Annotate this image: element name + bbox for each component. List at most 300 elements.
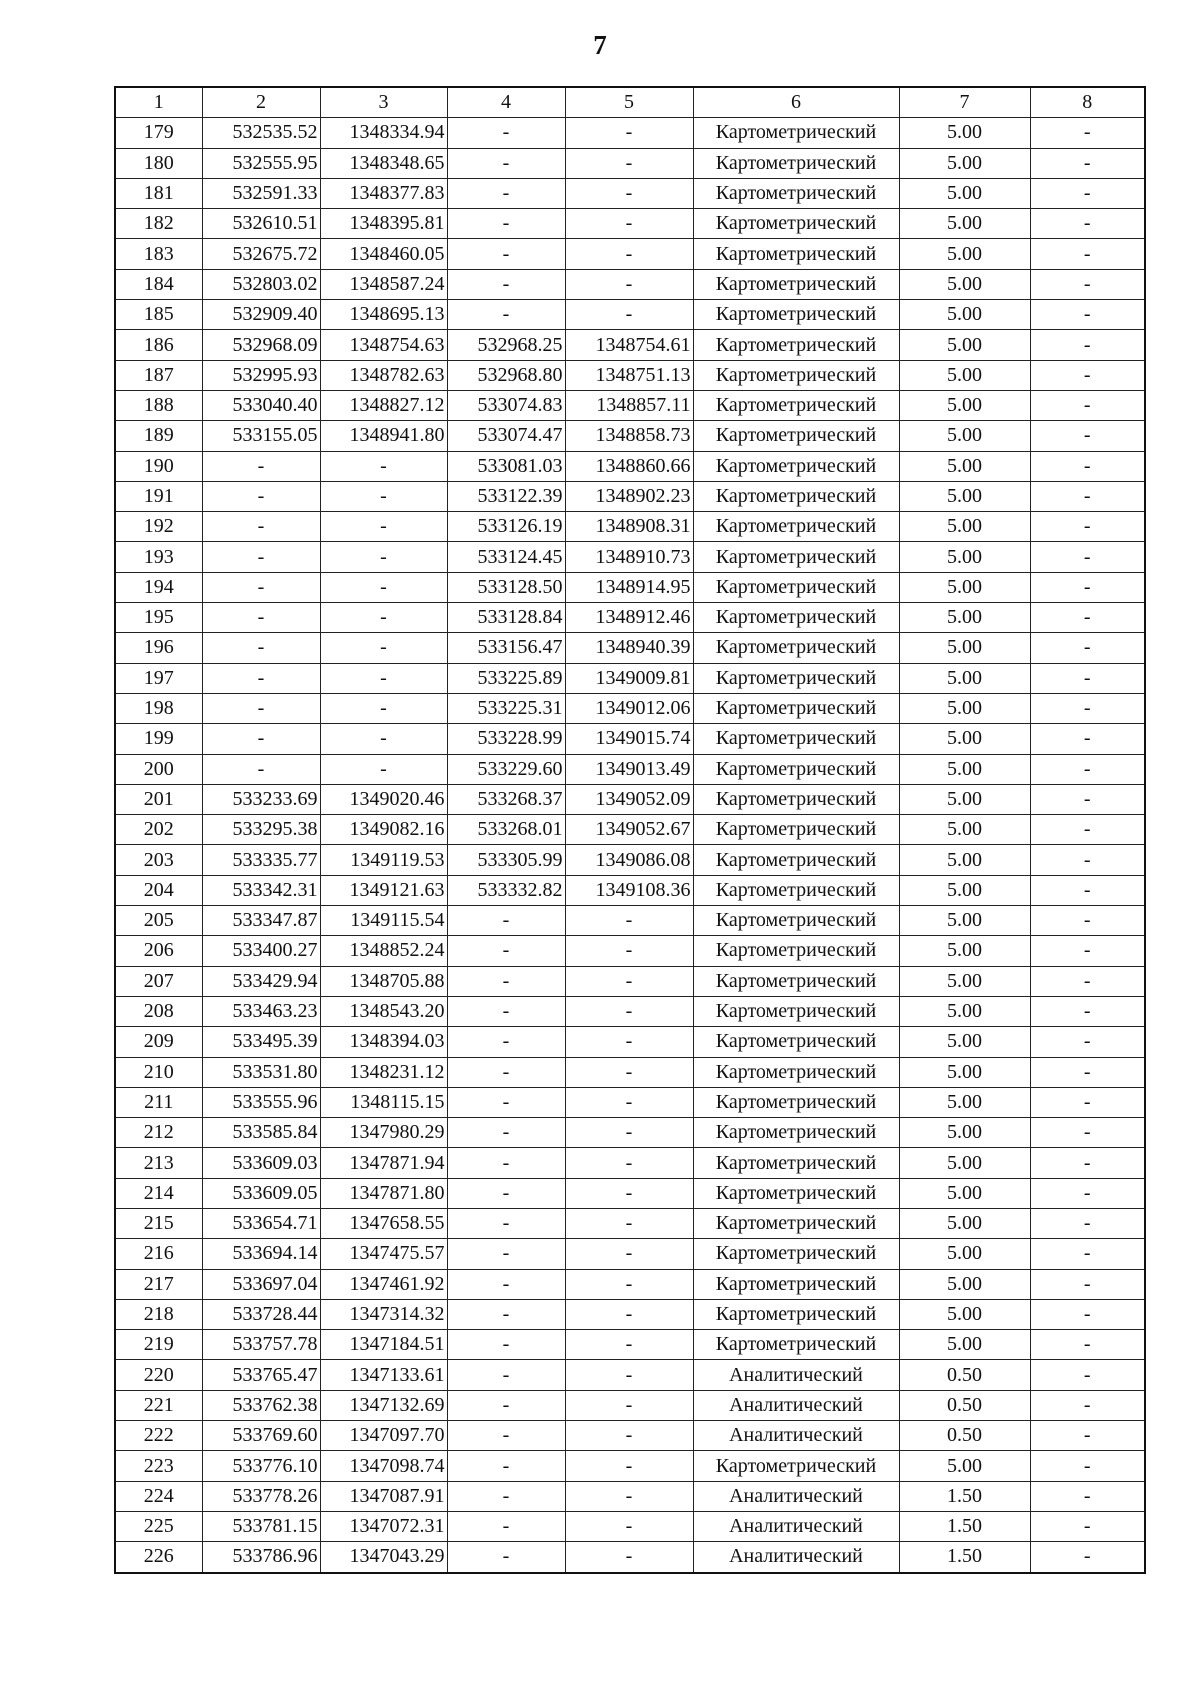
table-cell-col-6: Картометрический (693, 148, 899, 178)
table-cell-col-3: 1347980.29 (320, 1118, 447, 1148)
table-cell-col-2: 533728.44 (202, 1299, 320, 1329)
table-cell-col-2: - (202, 633, 320, 663)
table-cell-col-4: - (447, 1057, 565, 1087)
table-row (115, 784, 1145, 814)
table-cell-col-4: - (447, 1148, 565, 1178)
table-cell-col-5: - (565, 239, 693, 269)
table-cell-col-8: - (1030, 1178, 1145, 1208)
table-cell-col-5: - (565, 1057, 693, 1087)
table-cell-col-6: Картометрический (693, 1057, 899, 1087)
table-cell-col-5: - (565, 1542, 693, 1573)
table-row (115, 421, 1145, 451)
table-row (115, 360, 1145, 390)
table-row (115, 845, 1145, 875)
table-cell-col-2: - (202, 572, 320, 602)
table-cell-col-4: 533225.89 (447, 663, 565, 693)
table-cell-col-7: 5.00 (899, 724, 1030, 754)
table-cell-col-4: - (447, 1208, 565, 1238)
table-cell-col-1: 226 (115, 1542, 202, 1573)
table-cell-col-7: 5.00 (899, 300, 1030, 330)
table-cell-col-7: 5.00 (899, 269, 1030, 299)
table-row (115, 1178, 1145, 1208)
column-header-2: 2 (202, 87, 320, 118)
table-cell-col-3: 1347461.92 (320, 1269, 447, 1299)
table-cell-col-2: 533786.96 (202, 1542, 320, 1573)
table-cell-col-2: 533429.94 (202, 966, 320, 996)
table-cell-col-6: Аналитический (693, 1390, 899, 1420)
table-cell-col-7: 5.00 (899, 330, 1030, 360)
table-cell-col-3: 1348460.05 (320, 239, 447, 269)
table-cell-col-2: 533609.05 (202, 1178, 320, 1208)
table-cell-col-8: - (1030, 209, 1145, 239)
table-cell-col-2: 533778.26 (202, 1481, 320, 1511)
table-cell-col-6: Картометрический (693, 542, 899, 572)
table-cell-col-1: 194 (115, 572, 202, 602)
table-cell-col-6: Картометрический (693, 269, 899, 299)
table-cell-col-6: Аналитический (693, 1421, 899, 1451)
table-cell-col-8: - (1030, 1481, 1145, 1511)
table-cell-col-4: 533156.47 (447, 633, 565, 663)
table-cell-col-5: - (565, 996, 693, 1026)
table-cell-col-5: 1349015.74 (565, 724, 693, 754)
table-cell-col-3: 1347072.31 (320, 1511, 447, 1541)
table-cell-col-2: - (202, 754, 320, 784)
table-cell-col-7: 5.00 (899, 148, 1030, 178)
table-cell-col-3: 1347097.70 (320, 1421, 447, 1451)
table-cell-col-5: 1349108.36 (565, 875, 693, 905)
table-row (115, 1390, 1145, 1420)
table-cell-col-4: - (447, 1299, 565, 1329)
table-cell-col-1: 192 (115, 512, 202, 542)
table-cell-col-6: Картометрический (693, 1027, 899, 1057)
table-cell-col-2: 533769.60 (202, 1421, 320, 1451)
table-cell-col-7: 5.00 (899, 1178, 1030, 1208)
table-cell-col-4: - (447, 906, 565, 936)
table-cell-col-7: 5.00 (899, 209, 1030, 239)
table-cell-col-1: 199 (115, 724, 202, 754)
table-cell-col-6: Картометрический (693, 330, 899, 360)
table-cell-col-8: - (1030, 512, 1145, 542)
table-cell-col-7: 1.50 (899, 1481, 1030, 1511)
table-row (115, 1087, 1145, 1117)
table-cell-col-3: 1347087.91 (320, 1481, 447, 1511)
table-row (115, 1208, 1145, 1238)
table-cell-col-6: Картометрический (693, 603, 899, 633)
table-cell-col-6: Картометрический (693, 845, 899, 875)
table-cell-col-5: - (565, 1299, 693, 1329)
table-cell-col-8: - (1030, 1299, 1145, 1329)
table-cell-col-4: 533268.37 (447, 784, 565, 814)
table-cell-col-1: 216 (115, 1239, 202, 1269)
table-cell-col-8: - (1030, 1239, 1145, 1269)
table-cell-col-2: 532535.52 (202, 118, 320, 148)
table-cell-col-7: 5.00 (899, 603, 1030, 633)
table-cell-col-6: Картометрический (693, 633, 899, 663)
table-row (115, 1481, 1145, 1511)
table-cell-col-3: 1348827.12 (320, 390, 447, 420)
table-cell-col-8: - (1030, 1421, 1145, 1451)
table-cell-col-7: 5.00 (899, 754, 1030, 784)
table-cell-col-6: Картометрический (693, 1239, 899, 1269)
table-cell-col-7: 5.00 (899, 542, 1030, 572)
table-cell-col-5: - (565, 1269, 693, 1299)
table-cell-col-6: Картометрический (693, 421, 899, 451)
table-cell-col-8: - (1030, 451, 1145, 481)
table-cell-col-4: 533074.47 (447, 421, 565, 451)
table-cell-col-1: 195 (115, 603, 202, 633)
table-row (115, 269, 1145, 299)
table-cell-col-3: 1347132.69 (320, 1390, 447, 1420)
table-cell-col-4: 533305.99 (447, 845, 565, 875)
table-cell-col-1: 200 (115, 754, 202, 784)
table-cell-col-4: 533074.83 (447, 390, 565, 420)
table-cell-col-7: 5.00 (899, 815, 1030, 845)
table-cell-col-1: 209 (115, 1027, 202, 1057)
table-cell-col-8: - (1030, 966, 1145, 996)
table-cell-col-8: - (1030, 481, 1145, 511)
table-cell-col-4: - (447, 1330, 565, 1360)
table-cell-col-1: 213 (115, 1148, 202, 1178)
column-header-5: 5 (565, 87, 693, 118)
table-cell-col-8: - (1030, 118, 1145, 148)
table-header-row (115, 87, 1145, 118)
table-cell-col-4: 532968.25 (447, 330, 565, 360)
table-cell-col-2: 533694.14 (202, 1239, 320, 1269)
table-cell-col-3: 1349119.53 (320, 845, 447, 875)
table-cell-col-5: - (565, 1239, 693, 1269)
table-cell-col-3: - (320, 481, 447, 511)
table-cell-col-5: 1348860.66 (565, 451, 693, 481)
table-cell-col-5: 1349052.67 (565, 815, 693, 845)
table-cell-col-3: 1348705.88 (320, 966, 447, 996)
table-cell-col-1: 183 (115, 239, 202, 269)
table-cell-col-4: 533225.31 (447, 693, 565, 723)
table-cell-col-6: Картометрический (693, 1178, 899, 1208)
column-header-7: 7 (899, 87, 1030, 118)
table-row (115, 966, 1145, 996)
table-cell-col-7: 1.50 (899, 1542, 1030, 1573)
table-cell-col-5: - (565, 148, 693, 178)
table-cell-col-1: 225 (115, 1511, 202, 1541)
table-cell-col-8: - (1030, 1390, 1145, 1420)
table-cell-col-7: 5.00 (899, 481, 1030, 511)
table-cell-col-1: 208 (115, 996, 202, 1026)
table-row (115, 512, 1145, 542)
table-cell-col-3: 1348231.12 (320, 1057, 447, 1087)
table-cell-col-7: 0.50 (899, 1421, 1030, 1451)
table-cell-col-3: 1347184.51 (320, 1330, 447, 1360)
table-cell-col-1: 182 (115, 209, 202, 239)
table-cell-col-6: Картометрический (693, 209, 899, 239)
table-cell-col-6: Картометрический (693, 724, 899, 754)
table-cell-col-1: 191 (115, 481, 202, 511)
table-cell-col-8: - (1030, 936, 1145, 966)
table-row (115, 239, 1145, 269)
table-cell-col-3: - (320, 693, 447, 723)
table-row (115, 1118, 1145, 1148)
table-cell-col-6: Картометрический (693, 1148, 899, 1178)
table-row (115, 148, 1145, 178)
table-row (115, 1299, 1145, 1329)
table-cell-col-3: 1348395.81 (320, 209, 447, 239)
table-cell-col-4: - (447, 936, 565, 966)
table-cell-col-3: 1347871.94 (320, 1148, 447, 1178)
table-cell-col-1: 206 (115, 936, 202, 966)
table-row (115, 330, 1145, 360)
column-header-6: 6 (693, 87, 899, 118)
table-cell-col-2: - (202, 693, 320, 723)
table-row (115, 936, 1145, 966)
table-cell-col-4: - (447, 1087, 565, 1117)
table-cell-col-2: 532555.95 (202, 148, 320, 178)
table-cell-col-1: 214 (115, 1178, 202, 1208)
table-cell-col-1: 196 (115, 633, 202, 663)
table-cell-col-3: 1348348.65 (320, 148, 447, 178)
table-cell-col-5: 1349012.06 (565, 693, 693, 723)
table-cell-col-5: 1348858.73 (565, 421, 693, 451)
table-row (115, 300, 1145, 330)
table-cell-col-3: 1348754.63 (320, 330, 447, 360)
table-cell-col-1: 186 (115, 330, 202, 360)
table-cell-col-5: - (565, 209, 693, 239)
table-cell-col-7: 5.00 (899, 178, 1030, 208)
table-cell-col-1: 223 (115, 1451, 202, 1481)
table-cell-col-3: - (320, 572, 447, 602)
table-cell-col-4: - (447, 1451, 565, 1481)
table-cell-col-4: 532968.80 (447, 360, 565, 390)
table-cell-col-5: 1348857.11 (565, 390, 693, 420)
table-cell-col-4: - (447, 239, 565, 269)
table-cell-col-5: 1348914.95 (565, 572, 693, 602)
table-cell-col-1: 219 (115, 1330, 202, 1360)
table-cell-col-1: 210 (115, 1057, 202, 1087)
table-cell-col-4: - (447, 269, 565, 299)
table-row (115, 1330, 1145, 1360)
table-row (115, 996, 1145, 1026)
table-row (115, 724, 1145, 754)
table-cell-col-7: 5.00 (899, 572, 1030, 602)
table-cell-col-3: 1348941.80 (320, 421, 447, 451)
table-cell-col-4: - (447, 1239, 565, 1269)
table-cell-col-6: Картометрический (693, 512, 899, 542)
table-cell-col-3: 1347658.55 (320, 1208, 447, 1238)
table-cell-col-8: - (1030, 875, 1145, 905)
table-cell-col-5: 1349013.49 (565, 754, 693, 784)
table-cell-col-4: 533122.39 (447, 481, 565, 511)
table-row (115, 875, 1145, 905)
table-cell-col-3: 1349115.54 (320, 906, 447, 936)
table-cell-col-3: - (320, 633, 447, 663)
table-cell-col-7: 5.00 (899, 966, 1030, 996)
table-cell-col-7: 5.00 (899, 360, 1030, 390)
table-cell-col-4: - (447, 996, 565, 1026)
table-cell-col-1: 179 (115, 118, 202, 148)
table-cell-col-7: 5.00 (899, 663, 1030, 693)
table-row (115, 178, 1145, 208)
table-row (115, 481, 1145, 511)
table-cell-col-6: Картометрический (693, 1087, 899, 1117)
table-cell-col-2: 533233.69 (202, 784, 320, 814)
table-cell-col-8: - (1030, 239, 1145, 269)
table-cell-col-4: - (447, 1542, 565, 1573)
table-cell-col-8: - (1030, 1360, 1145, 1390)
table-cell-col-3: 1348394.03 (320, 1027, 447, 1057)
table-cell-col-2: 532909.40 (202, 300, 320, 330)
table-body (115, 118, 1145, 1573)
table-cell-col-4: - (447, 1178, 565, 1208)
table-cell-col-3: 1347314.32 (320, 1299, 447, 1329)
table-cell-col-3: 1348377.83 (320, 178, 447, 208)
table-cell-col-8: - (1030, 360, 1145, 390)
table-cell-col-5: 1349009.81 (565, 663, 693, 693)
table-cell-col-4: - (447, 178, 565, 208)
table-cell-col-1: 180 (115, 148, 202, 178)
table-cell-col-6: Картометрический (693, 1208, 899, 1238)
table-cell-col-4: - (447, 209, 565, 239)
table-cell-col-6: Аналитический (693, 1511, 899, 1541)
coordinates-table (114, 86, 1146, 1574)
table-cell-col-2: - (202, 663, 320, 693)
table-cell-col-6: Картометрический (693, 239, 899, 269)
table-cell-col-7: 0.50 (899, 1360, 1030, 1390)
table-cell-col-7: 5.00 (899, 512, 1030, 542)
table-cell-col-5: - (565, 1421, 693, 1451)
table-cell-col-2: - (202, 481, 320, 511)
table-cell-col-8: - (1030, 633, 1145, 663)
table-row (115, 1421, 1145, 1451)
table-cell-col-7: 5.00 (899, 421, 1030, 451)
table-cell-col-3: 1347133.61 (320, 1360, 447, 1390)
table-cell-col-5: - (565, 118, 693, 148)
table-cell-col-1: 211 (115, 1087, 202, 1117)
table-row (115, 1269, 1145, 1299)
table-row (115, 1451, 1145, 1481)
table-row (115, 572, 1145, 602)
table-cell-col-2: 533762.38 (202, 1390, 320, 1420)
table-cell-col-4: - (447, 966, 565, 996)
table-cell-col-5: - (565, 269, 693, 299)
table-cell-col-3: - (320, 512, 447, 542)
table-cell-col-6: Картометрический (693, 754, 899, 784)
table-cell-col-3: 1348587.24 (320, 269, 447, 299)
table-cell-col-3: - (320, 542, 447, 572)
table-cell-col-3: 1348543.20 (320, 996, 447, 1026)
table-cell-col-6: Аналитический (693, 1481, 899, 1511)
table-cell-col-6: Картометрический (693, 390, 899, 420)
table-cell-col-8: - (1030, 1269, 1145, 1299)
table-cell-col-2: 532610.51 (202, 209, 320, 239)
table-cell-col-4: - (447, 118, 565, 148)
table-cell-col-2: 533585.84 (202, 1118, 320, 1148)
table-row (115, 1148, 1145, 1178)
table-cell-col-6: Картометрический (693, 1451, 899, 1481)
table-cell-col-1: 222 (115, 1421, 202, 1451)
table-cell-col-4: - (447, 300, 565, 330)
table-cell-col-6: Картометрический (693, 815, 899, 845)
table-cell-col-7: 5.00 (899, 845, 1030, 875)
table-cell-col-1: 193 (115, 542, 202, 572)
table-cell-col-8: - (1030, 1511, 1145, 1541)
table-cell-col-3: 1348782.63 (320, 360, 447, 390)
table-row (115, 390, 1145, 420)
table-cell-col-8: - (1030, 754, 1145, 784)
table-cell-col-6: Картометрический (693, 451, 899, 481)
table-cell-col-6: Картометрический (693, 936, 899, 966)
table-cell-col-2: - (202, 724, 320, 754)
table-cell-col-8: - (1030, 693, 1145, 723)
table-row (115, 1057, 1145, 1087)
page-number: 7 (593, 30, 607, 60)
table-cell-col-8: - (1030, 421, 1145, 451)
table-cell-col-4: - (447, 1511, 565, 1541)
table-cell-col-7: 5.00 (899, 875, 1030, 905)
table-cell-col-8: - (1030, 1118, 1145, 1148)
table-cell-col-5: - (565, 1027, 693, 1057)
table-cell-col-8: - (1030, 542, 1145, 572)
table-cell-col-1: 181 (115, 178, 202, 208)
table-cell-col-2: 532995.93 (202, 360, 320, 390)
table-cell-col-2: 533342.31 (202, 875, 320, 905)
column-header-8: 8 (1030, 87, 1145, 118)
table-cell-col-7: 5.00 (899, 390, 1030, 420)
table-cell-col-2: 532675.72 (202, 239, 320, 269)
table-cell-col-2: 533347.87 (202, 906, 320, 936)
table-row (115, 906, 1145, 936)
table-cell-col-6: Картометрический (693, 663, 899, 693)
table-cell-col-1: 224 (115, 1481, 202, 1511)
table-cell-col-1: 201 (115, 784, 202, 814)
table-cell-col-8: - (1030, 784, 1145, 814)
table-row (115, 118, 1145, 148)
table-cell-col-1: 205 (115, 906, 202, 936)
table-cell-col-2: 533155.05 (202, 421, 320, 451)
table-cell-col-5: - (565, 1087, 693, 1117)
table-cell-col-8: - (1030, 148, 1145, 178)
table-cell-col-2: 532591.33 (202, 178, 320, 208)
table-cell-col-6: Картометрический (693, 118, 899, 148)
table-cell-col-3: - (320, 451, 447, 481)
table-cell-col-3: 1349020.46 (320, 784, 447, 814)
column-header-1: 1 (115, 87, 202, 118)
table-cell-col-6: Аналитический (693, 1360, 899, 1390)
table-cell-col-8: - (1030, 1087, 1145, 1117)
table-cell-col-5: - (565, 1330, 693, 1360)
table-cell-col-7: 5.00 (899, 996, 1030, 1026)
table-cell-col-2: 533757.78 (202, 1330, 320, 1360)
table-cell-col-7: 5.00 (899, 1299, 1030, 1329)
table-cell-col-6: Картометрический (693, 1330, 899, 1360)
table-cell-col-5: - (565, 1178, 693, 1208)
table-row (115, 1511, 1145, 1541)
table-cell-col-1: 220 (115, 1360, 202, 1390)
table-cell-col-7: 5.00 (899, 1208, 1030, 1238)
table-cell-col-5: 1348910.73 (565, 542, 693, 572)
table-cell-col-5: 1348902.23 (565, 481, 693, 511)
table-cell-col-7: 5.00 (899, 1451, 1030, 1481)
table-cell-col-5: 1348940.39 (565, 633, 693, 663)
table-cell-col-5: - (565, 936, 693, 966)
table-cell-col-2: 533295.38 (202, 815, 320, 845)
table-cell-col-2: 533697.04 (202, 1269, 320, 1299)
table-cell-col-5: - (565, 906, 693, 936)
table-cell-col-5: 1349052.09 (565, 784, 693, 814)
table-cell-col-2: 533654.71 (202, 1208, 320, 1238)
table-row (115, 1239, 1145, 1269)
table-cell-col-1: 204 (115, 875, 202, 905)
table-row (115, 603, 1145, 633)
table-cell-col-6: Картометрический (693, 996, 899, 1026)
table-cell-col-8: - (1030, 663, 1145, 693)
